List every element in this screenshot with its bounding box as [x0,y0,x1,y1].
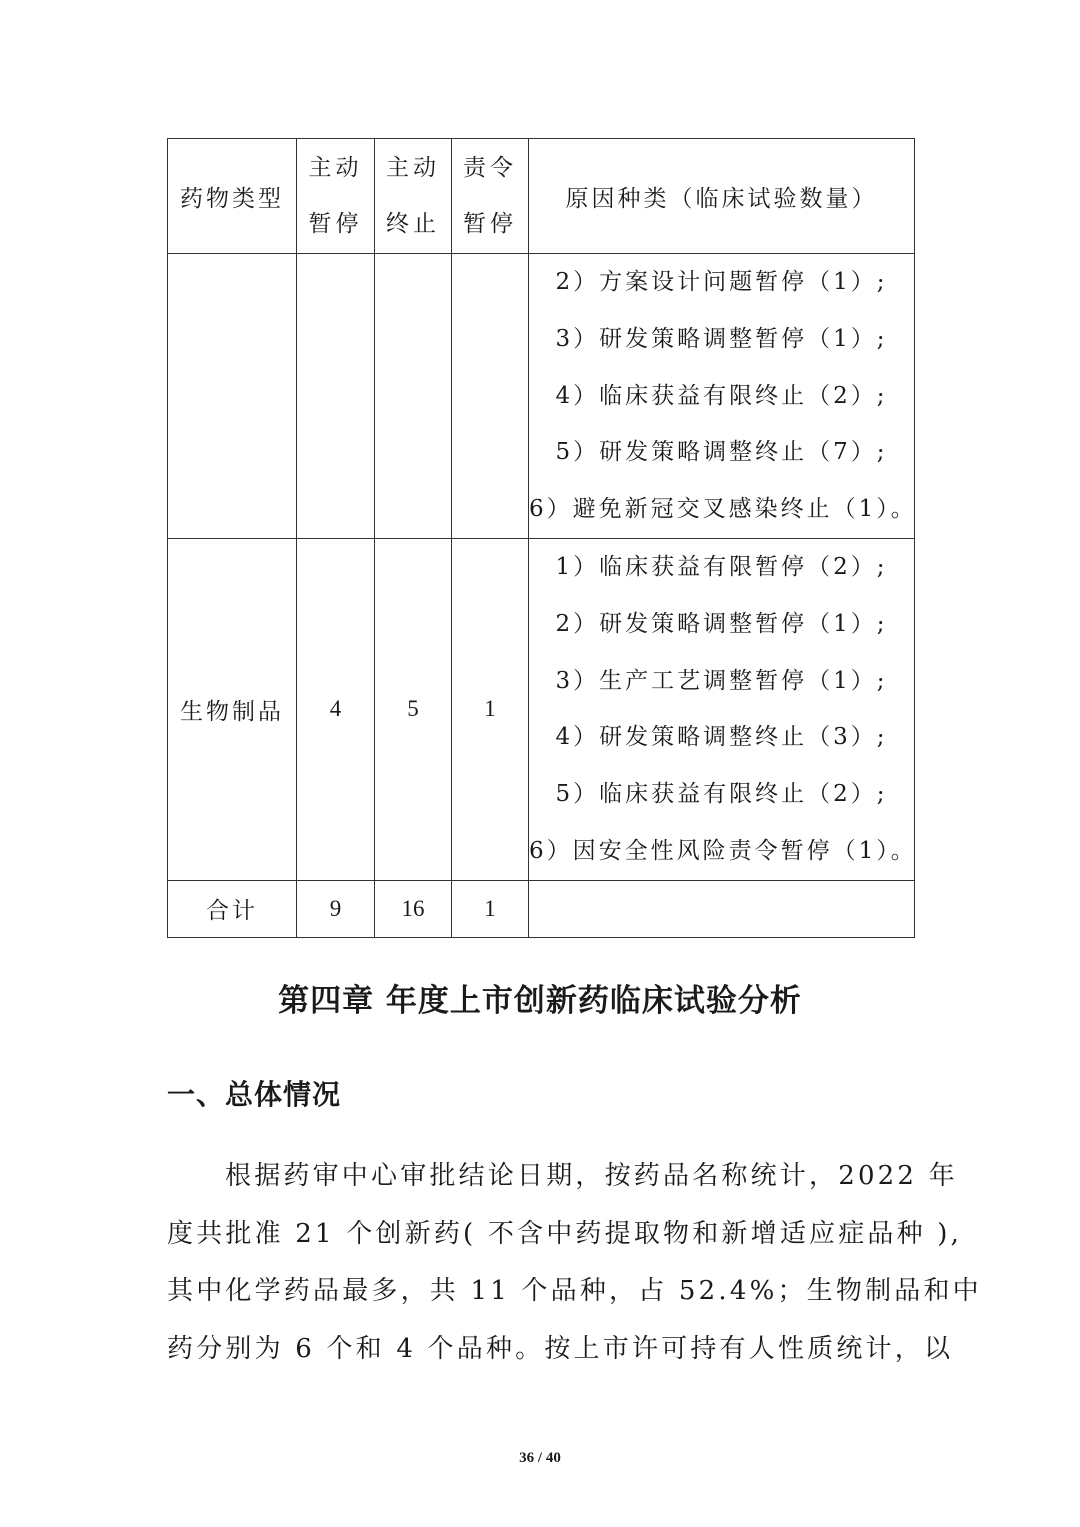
paragraph-line: 度共批准 21 个创新药( 不含中药提取物和新增适应症品种 ), [167,1218,963,1249]
paragraph-line: 药分别为 6 个和 4 个品种。按上市许可持有人性质统计，以 [167,1333,954,1364]
chapter-title: 第四章 年度上市创新药临床试验分析 [278,983,802,1019]
header-drug-type: 药物类型 [168,139,297,254]
reason-item: 6）因安全性风险责令暂停（1）。 [529,837,917,864]
table-header-row [168,139,915,254]
cell-active-terminate: 5 [375,538,452,880]
cell-drug-type [168,254,297,539]
reason-item: 5）临床获益有限终止（2）; [555,781,888,808]
reason-item: 4）研发策略调整终止（3）; [555,724,888,751]
header-reasons: 原因种类（临床试验数量） [529,139,915,254]
trial-status-table [167,138,915,938]
reason-item: 3）研发策略调整暂停（1）; [555,325,888,352]
cell-reasons [529,538,915,880]
cell-ordered-pause: 1 [452,538,529,880]
cell-reasons [529,254,915,539]
header-active-pause: 主动 暂停 [297,139,375,254]
cell-total-active-pause: 9 [297,880,375,937]
cell-total-reasons [529,880,915,937]
cell-active-pause: 4 [297,538,375,880]
cell-total-active-terminate: 16 [375,880,452,937]
body-paragraph [167,1148,982,1378]
paragraph-line: 根据药审中心审批结论日期，按药品名称统计，2022 年 [225,1161,958,1191]
reason-item: 6）避免新冠交叉感染终止（1）。 [529,496,917,523]
cell-ordered-pause [452,254,529,539]
reason-item: 3）生产工艺调整暂停（1）; [555,667,888,694]
cell-total-ordered-pause: 1 [452,880,529,937]
header-ordered-pause: 责令 暂停 [452,139,529,254]
page-number: 36 / 40 [519,1450,561,1466]
reason-item: 2）方案设计问题暂停（1）; [555,269,888,295]
section-title: 一、总体情况 [167,1078,342,1111]
reason-item: 2）研发策略调整暂停（1）; [555,610,888,637]
header-active-terminate: 主动 终止 [375,139,452,254]
cell-total-label: 合计 [168,880,297,937]
table-total-row [168,880,915,937]
cell-drug-type: 生物制品 [168,538,297,880]
table-row [168,254,915,539]
reason-item: 1）临床获益有限暂停（2）; [555,553,888,580]
paragraph-line: 其中化学药品最多，共 11 个品种，占 52.4%；生物制品和中 [167,1276,982,1306]
table-row [168,538,915,880]
cell-active-pause [297,254,375,539]
reason-item: 5）研发策略调整终止（7）; [555,439,888,466]
reason-item: 4）临床获益有限终止（2）; [555,382,888,409]
cell-active-terminate [375,254,452,539]
